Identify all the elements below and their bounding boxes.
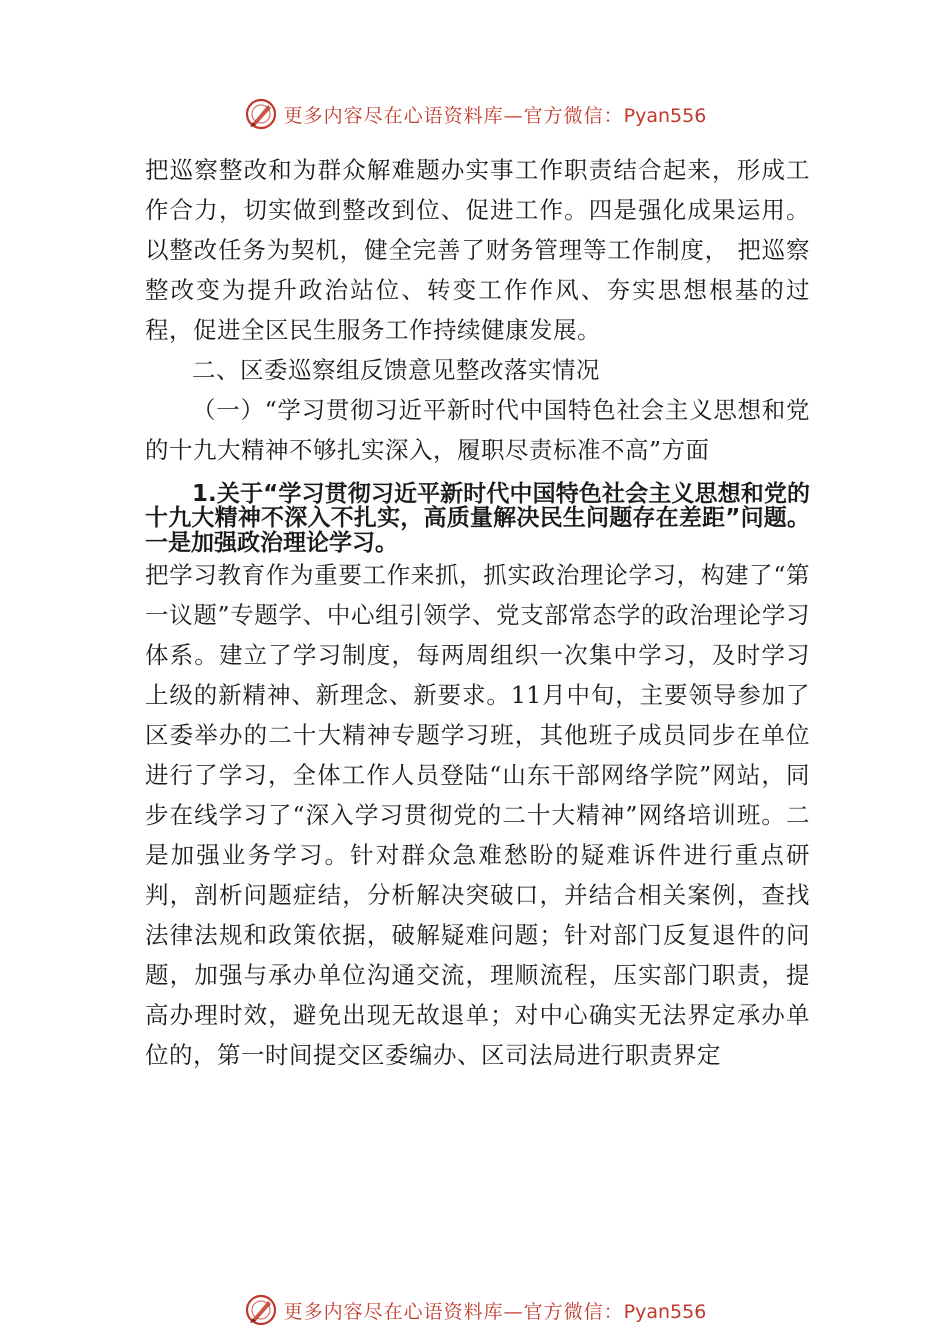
document-body	[145, 150, 810, 1075]
watermark-text	[284, 101, 707, 128]
watermark-label: 更多内容尽在心语资料库—官方微信：	[283, 1300, 624, 1323]
header-watermark	[0, 94, 950, 134]
pen-seal-icon	[244, 1293, 278, 1327]
section-heading: 二、区委巡察组反馈意见整改落实情况	[192, 356, 600, 384]
subsection-heading: （一）“学习贯彻习近平新时代中国特色社会主义思想和党的十九大精神不够扎实深入，履职尽责标准不高”方面	[145, 396, 810, 464]
watermark-text	[284, 1297, 707, 1324]
watermark-wechat-id: Pyan556	[623, 1300, 707, 1323]
paragraph-item-1	[145, 482, 810, 1075]
paragraph-body: 把学习教育作为重要工作来抓，抓实政治理论学习，构建了“第一议题”专题学、中心组引领学、党支部常态学的政治理论学习体系。建立了学习制度，每两周组织一次集中学习，及时学习上级的新精神、新理念、新要求。11月中旬，主要领导参加了区委举办的二十大精神专题学习班，其他班子成员同步在单位进行了学习，全体工作人员登陆“山东干部网络学院”网站，同步在线学习了“深入学习贯彻党的二十大精神”网络培训班。二是加强业务学习。针对群众急难愁盼的疑难诉件进行重点研判，剖析问题症结，分析解决突破口，并结合相关案例，查找法律法规和政策依据，破解疑难问题；针对部门反复退件的问题，加强与承办单位沟通交流，理顺流程，压实部门职责，提高办理时效，避免出现无故退单；对中心确实无法界定承办单位的，第一时间提交区委编办、区司法局进行职责界定	[145, 561, 810, 1069]
bold-lead-in	[145, 482, 810, 555]
paragraph-continuation: 把巡察整改和为群众解难题办实事工作职责结合起来，形成工作合力，切实做到整改到位、促进工作。四是强化成果运用。以整改任务为契机，健全完善了财务管理等工作制度， 把巡察整改变为提升政治站位、转变工作作风、夯实思想根基的过程，促进全区民生服务工作持续健康发展。	[145, 156, 810, 344]
footer-watermark	[0, 1290, 950, 1330]
watermark-wechat-id: Pyan556	[623, 104, 707, 127]
bold-lead-text: 1.关于“学习贯彻习近平新时代中国特色社会主义思想和党的十九大精神不深入不扎实，高质量解决民生问题存在差距”问题。一是加强政治理论学习。	[145, 481, 810, 556]
watermark-label: 更多内容尽在心语资料库—官方微信：	[283, 104, 624, 127]
pen-seal-icon	[244, 97, 278, 131]
